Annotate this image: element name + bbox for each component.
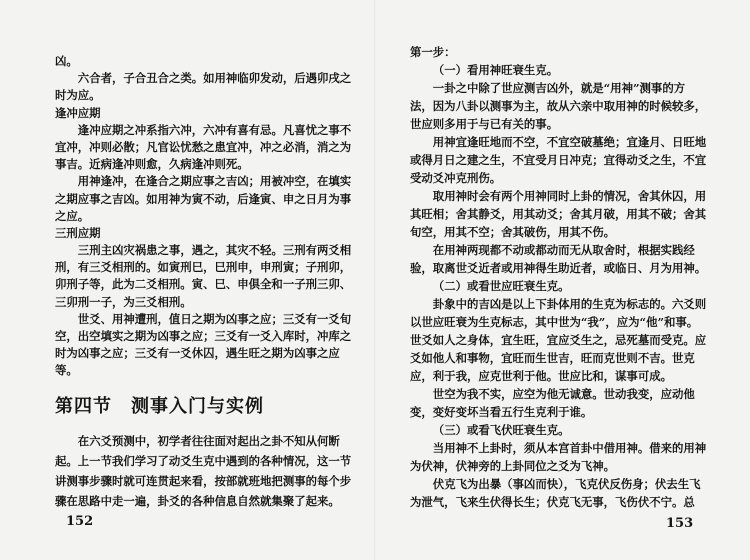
text-line: （三）或看飞伏旺衰生克。	[432, 423, 570, 437]
text-line: 以世应旺衰为生克标志，其中世为“我”，应为“他”和事。	[410, 315, 699, 329]
text-line: 讲测事步骤时就可连贯起来看，按部就班地把测事的每个步	[55, 474, 352, 488]
text-line: 或得月日之建之生，不宜受月日冲克；宜得动爻之生，不宜	[410, 153, 707, 167]
text-line: 变，变好变坏当看五行生克利于谁。	[410, 405, 593, 419]
left-page-section-body	[55, 431, 352, 511]
text-line: 旬空，用其不空；舍其破伤，用其不伤。	[410, 225, 616, 239]
left-page-body	[55, 53, 352, 380]
text-line: 世应则多用于与已有关的事。	[410, 117, 559, 131]
text-line: 三刑主凶灾祸患之事，遇之，其灾不轻。三刑有两爻相	[77, 243, 352, 258]
text-line: 宜冲，冲则必散；凡官讼忧愁之患宜冲，冲之必消，消之为	[55, 139, 352, 154]
text-line: 应，利于我，应克世利于他。世应比和，谋事可成。	[410, 369, 672, 383]
text-line: 凶。	[55, 54, 78, 68]
text-line: 等。	[55, 363, 78, 378]
text-line: 逢冲应期之冲系指六冲，六冲有喜有忌。凡喜忧之事不	[77, 122, 352, 137]
right-page-body	[410, 43, 705, 511]
text-line: 在六爻预测中，初学者往往面对起出之卦不知从何断	[77, 434, 340, 448]
text-line: 世爻、用神遭刑，值日之期为凶事之应；三爻有一爻旬	[77, 311, 352, 326]
text-line: 取用神时会有两个用神同时上卦的情况，舍其休囚，用	[432, 189, 707, 203]
text-line: 世爻如人之身体，宜生旺，宜应爻生之，忌死墓而受克。应	[410, 333, 707, 347]
text-line: 当用神不上卦时，须从本宫首卦中借用神。借来的用神	[432, 441, 707, 455]
text-line: 用神逢冲，在逢合之期应事之吉凶；用被冲空，在填实	[77, 174, 352, 189]
subheading: 逢冲应期	[55, 105, 101, 120]
text-line: 用神宜逢旺地而不空，不宜空破墓绝；宜逢月、日旺地	[432, 135, 707, 149]
text-line: 骤在思路中走一遍，卦爻的各种信息自然就集聚了起来。	[55, 494, 340, 508]
text-line: 时为凶事之应；三爻有一爻休囚，遇生旺之期为凶事之应	[55, 346, 340, 361]
text-line: 时为应。	[55, 88, 101, 103]
text-line: 之期应事之吉凶。如用神为寅不动，后逢寅、申之日月为事	[55, 191, 352, 206]
text-line: 卦象中的吉凶是以上下卦体用的生克为标志的。六爻则	[432, 297, 707, 311]
text-line: 伏克飞为出暴（事凶而快），飞克伏反伤身；伏去生飞	[432, 477, 701, 491]
page-number-right: 153	[666, 516, 694, 531]
text-line: 其旺相；舍其静爻，用其动爻；舍其月破，用其不破；舍其	[410, 207, 707, 221]
text-line: 受动爻冲克刑伤。	[410, 171, 502, 185]
subheading: （一）看用神旺衰生克。	[432, 63, 559, 77]
text-line: （二）或看世应旺衰生克。	[432, 279, 570, 293]
text-line: 空，出空填实之期为凶事之应；三爻有一爻入库时，冲库之	[55, 329, 352, 343]
text-line: 爻如他人和事物，宜旺而生世吉，旺而克世则不吉。世克	[410, 351, 695, 365]
text-line: 事吉。近病逢冲则愈，久病逢冲则死。	[55, 157, 249, 172]
text-line: 六合者，子合丑合之类。如用神临卯发动，后遇卯戌之	[77, 71, 352, 86]
text-line: 在用神两现都不动或都动而无从取舍时，根据实践经	[432, 243, 695, 257]
text-line: 法，因为八卦以测事为主，故从六亲中取用神的时候较多，	[410, 99, 707, 113]
text-line: 为伏神，伏神旁的上卦同位之爻为飞神。	[410, 459, 616, 473]
subheading: 三刑应期	[55, 225, 101, 240]
text-line: 世空为我不实，应空为他无诚意。世动我变，应动他	[432, 387, 695, 401]
text-line: 刑，有三爻相刑的。如寅刑巳，巳刑申，申刑寅；子刑卯，	[55, 260, 352, 275]
section-title: 第四节 测事入门与实例	[55, 396, 264, 417]
text-line: 之应。	[55, 208, 90, 223]
page-number-left: 152	[66, 514, 94, 529]
subheading: 第一步：	[410, 45, 456, 59]
text-line: 卯刑子等，此为二爻相刑。寅、巳、申俱全和一子刑三卯、	[55, 277, 352, 292]
text-line: 一卦之中除了世应测吉凶外，就是“用神”测事的方	[432, 81, 686, 95]
text-line: 三卯刑一子，为三爻相刑。	[55, 294, 192, 309]
text-line: 验，取离世爻近者或用神得生助近者，或临日、月为用神。	[410, 261, 707, 275]
text-line: 起。上一节我们学习了动爻生克中遇到的各种情况，这一节	[55, 454, 352, 468]
text-line: 为泄气，飞来生伏得长生；伏克飞无事，飞伤伏不宁。总	[410, 495, 695, 509]
book-gutter	[374, 0, 376, 560]
